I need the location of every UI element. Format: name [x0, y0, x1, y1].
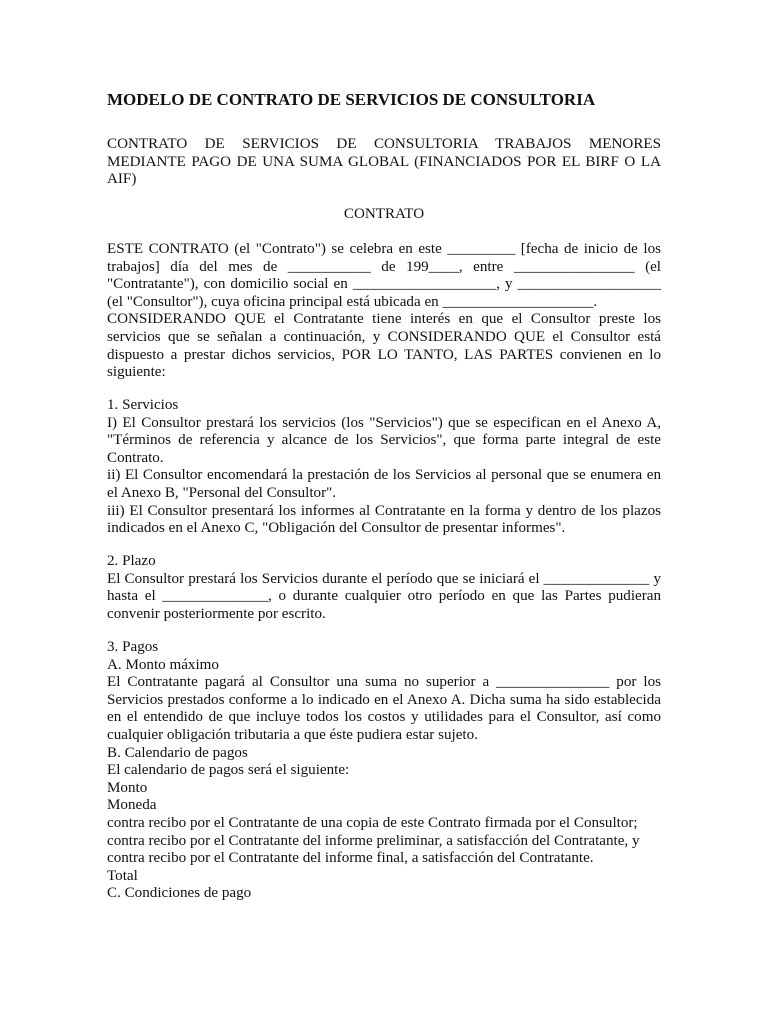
section-line: cualquier obligación tributaria a que éste pudiera estar sujeto. — [107, 726, 478, 743]
section-line: ii) El Consultor encomendará la prestación de los Servicios al personal que se enumera en — [107, 467, 661, 484]
section-line: indicados en el Anexo C, "Obligación del Consultor de presentar informes". — [107, 520, 566, 537]
section-line: contra recibo por el Contratante de una copia de este Contrato firmada por el Consultor; — [107, 814, 638, 831]
section-heading: 3. Pagos — [107, 639, 159, 655]
section-servicios — [107, 397, 661, 538]
intro-line: "Contratante"), con domicilio social en ___________________, y ___________________ — [107, 276, 661, 293]
section-line: I) El Consultor prestará los servicios (los "Servicios") que se especifican en el Anexo A, — [107, 414, 661, 431]
section-line: contra recibo por el Contratante del informe preliminar, a satisfacción del Contratante, y — [107, 832, 640, 849]
section-line: "Términos de referencia y alcance de los Servicios", que forma parte integral de este — [107, 432, 661, 449]
section-line: contra recibo por el Contratante del informe final, a satisfacción del Contratante. — [107, 850, 594, 867]
subsection-heading: A. Monto máximo — [107, 656, 219, 673]
intro-line: dispuesto a prestar dichos servicios, POR LO TANTO, LAS PARTES convienen en lo — [107, 346, 661, 363]
intro-line: siguiente: — [107, 364, 166, 381]
section-heading: 2. Plazo — [107, 553, 156, 569]
intro-line: trabajos] día del mes de ___________ de 199____, entre ________________ (el — [107, 258, 661, 275]
subtitle-line: CONTRATO DE SERVICIOS DE CONSULTORIA TRABAJOS MENORES — [107, 136, 661, 152]
section-line: iii) El Consultor presentará los informes al Contratante en la forma y dentro de los plazos — [107, 502, 661, 519]
section-line: El Consultor prestará los Servicios durante el período que se iniciará el ______________ y — [107, 570, 661, 587]
intro-paragraph — [107, 241, 661, 382]
subsection-heading: C. Condiciones de pago — [107, 885, 252, 902]
section-line: Total — [107, 867, 138, 884]
intro-line: CONSIDERANDO QUE el Contratante tiene interés en que el Consultor preste los — [107, 311, 661, 328]
section-line: convenir posteriormente por escrito. — [107, 605, 326, 622]
intro-line: (el "Consultor"), cuya oficina principal está ubicada en ____________________. — [107, 293, 598, 310]
intro-line: servicios que se señalan a continuación, y CONSIDERANDO QUE el Consultor está — [107, 328, 661, 345]
section-line: Servicios prestados conforme a lo indicado en el Anexo A. Dicha suma ha sido establecida — [107, 691, 661, 708]
section-line: el Anexo B, "Personal del Consultor". — [107, 484, 337, 501]
contract-heading: CONTRATO — [343, 206, 425, 222]
document-title: MODELO DE CONTRATO DE SERVICIOS DE CONSULTORIA — [107, 90, 596, 109]
subtitle-line: AIF) — [107, 171, 137, 188]
section-line: Moneda — [107, 797, 157, 814]
section-line: El Contratante pagará al Consultor una suma no superior a _______________ por los — [107, 674, 661, 691]
section-heading: 1. Servicios — [107, 397, 179, 413]
section-line: Contrato. — [107, 449, 164, 466]
section-line: hasta el ______________, o durante cualquier otro período en que las Partes pudieran — [107, 588, 661, 605]
section-line: en el entendido de que incluye todos los costos y utilidades para el Consultor, así como — [107, 709, 661, 726]
section-pagos — [107, 639, 661, 903]
subtitle-block — [107, 136, 661, 189]
section-line: El calendario de pagos será el siguiente: — [107, 762, 350, 779]
section-line: Monto — [107, 779, 148, 796]
intro-line: ESTE CONTRATO (el "Contrato") se celebra en este _________ [fecha de inicio de los — [107, 241, 661, 257]
section-plazo — [107, 553, 661, 623]
subtitle-line: MEDIANTE PAGO DE UNA SUMA GLOBAL (FINANCIADOS POR EL BIRF O LA — [107, 153, 661, 170]
subsection-heading: B. Calendario de pagos — [107, 744, 248, 761]
